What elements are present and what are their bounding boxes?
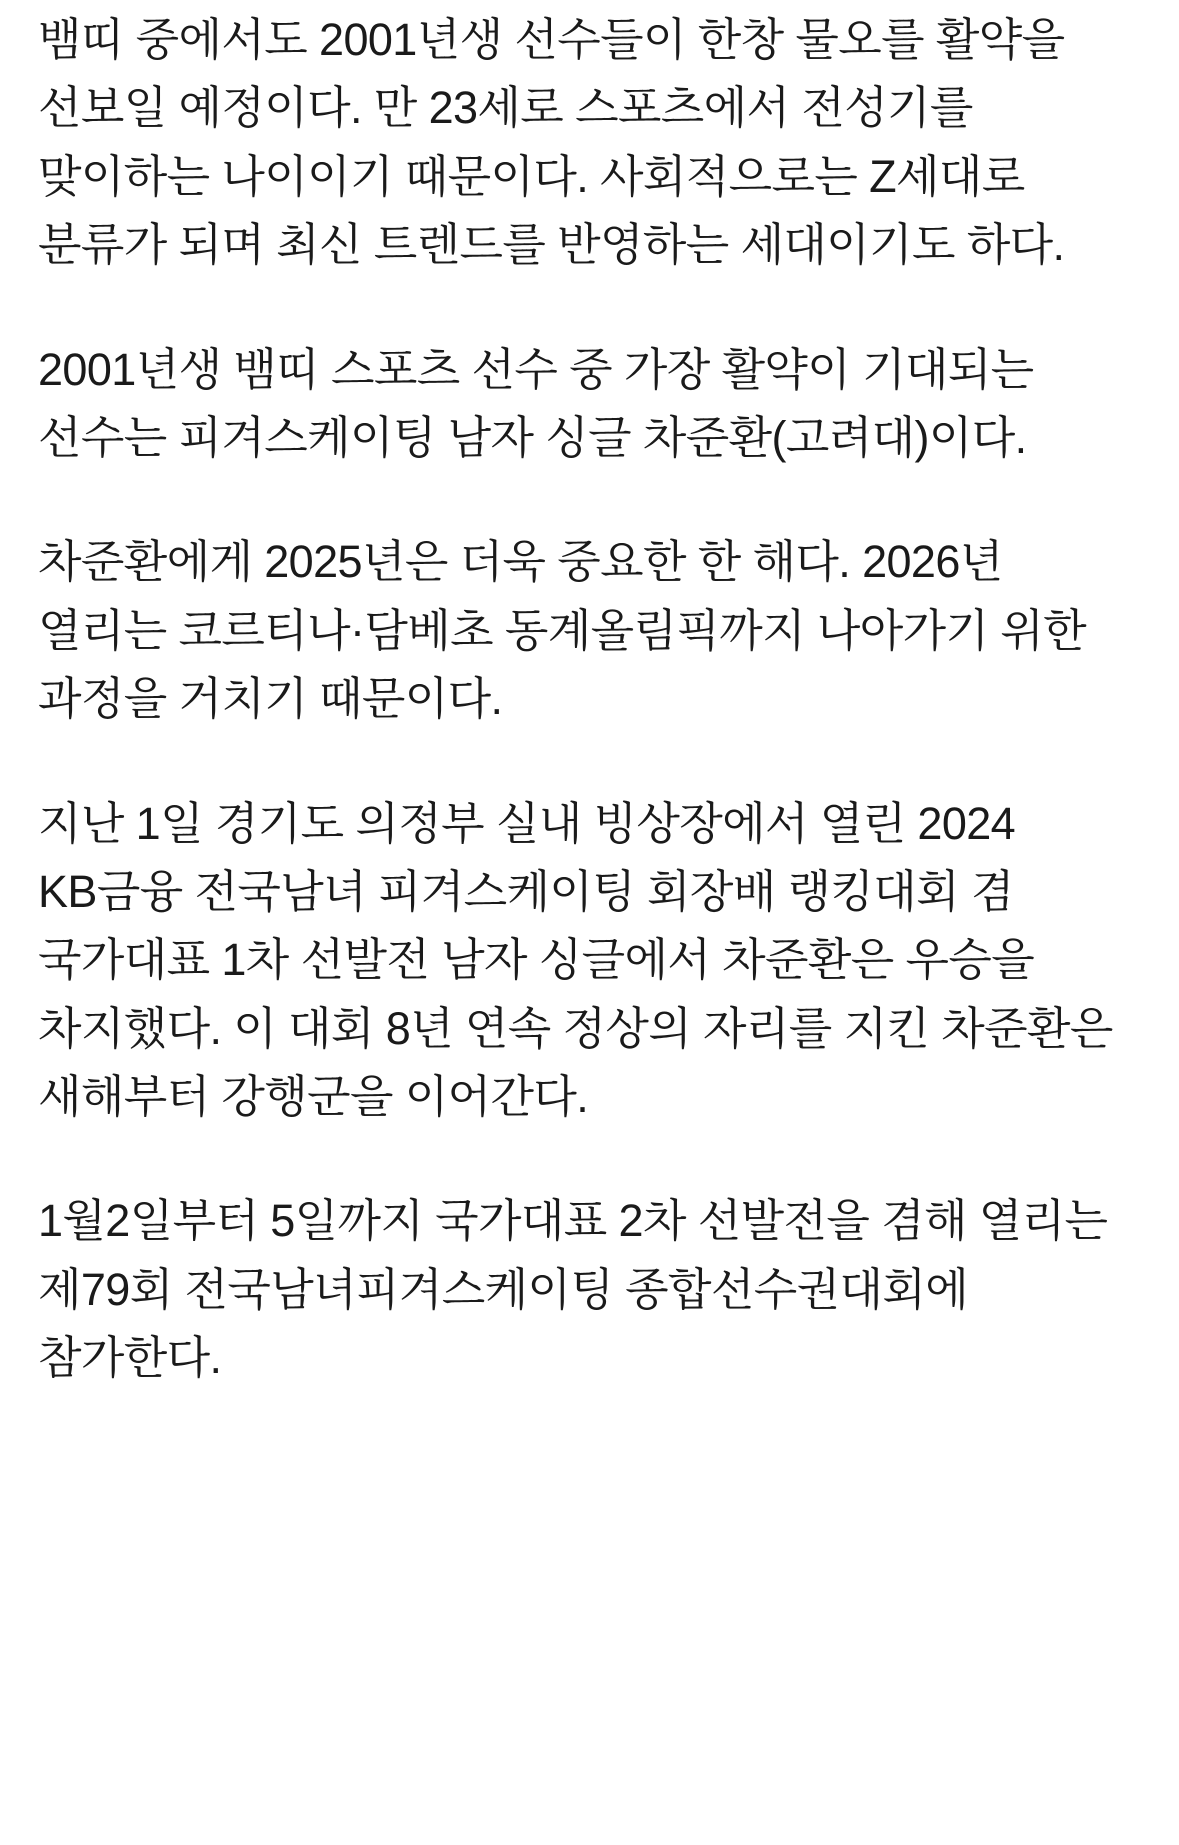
article-paragraph: 차준환에게 2025년은 더욱 중요한 한 해다. 2026년 열리는 코르티나·담베초 동계올림픽까지 나아가기 위한 과정을 거치기 때문이다.	[38, 536, 1087, 725]
article-paragraph: 뱀띠 중에서도 2001년생 선수들이 한창 물오를 활약을 선보일 예정이다. 만 23세로 스포츠에서 전성기를 맞이하는 나이이기 때문이다. 사회적으로는 Z세대로 분류가 되며 최신 트렌드를 반영하는 세대이기도 하다.	[38, 14, 1065, 271]
article-paragraph: 2001년생 뱀띠 스포츠 선수 중 가장 활약이 기대되는 선수는 피겨스케이팅 남자 싱글 차준환(고려대)이다.	[38, 343, 1034, 463]
article-paragraph: 1월2일부터 5일까지 국가대표 2차 선발전을 겸해 열리는 제79회 전국남녀피겨스케이팅 종합선수권대회에 참가한다.	[38, 1195, 1108, 1384]
article-paragraph: 지난 1일 경기도 의정부 실내 빙상장에서 열린 2024 KB금융 전국남녀 피겨스케이팅 회장배 랭킹대회 겸 국가대표 1차 선발전 남자 싱글에서 차준환은 우승을 차지했다. 이 대회 8년 연속 정상의 자리를 지킨 차준환은 새해부터 강행군을 이어간다.	[38, 797, 1113, 1123]
